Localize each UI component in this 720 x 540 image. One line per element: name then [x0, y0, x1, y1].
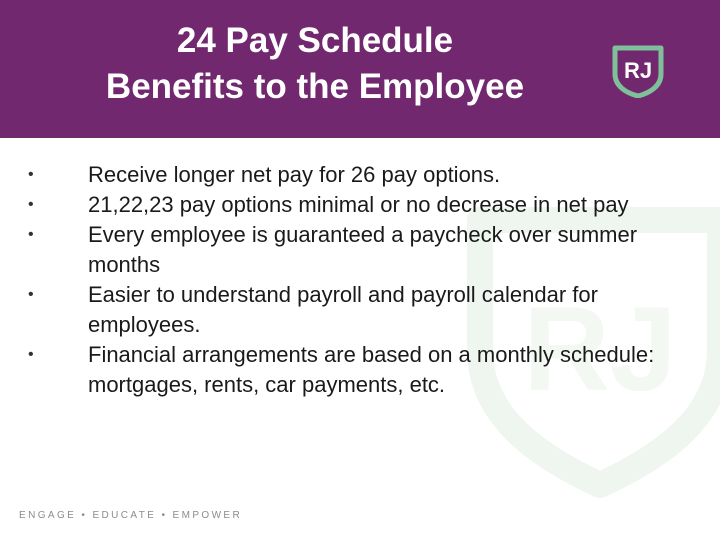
footer-tagline: ENGAGE • EDUCATE • EMPOWER: [19, 510, 243, 521]
list-item-text: Receive longer net pay for 26 pay options.: [88, 162, 501, 187]
title-banner: [0, 0, 720, 138]
bullet-dot-icon: •: [28, 346, 34, 363]
list-item: [0, 340, 720, 400]
list-item-text: Financial arrangements are based on a monthly schedule: mortgages, rents, car payments, etc.: [88, 342, 655, 397]
bullet-dot-icon: •: [28, 166, 34, 183]
bullet-dot-icon: •: [28, 286, 34, 303]
list-item-text: Every employee is guaranteed a paycheck over summer months: [88, 222, 638, 277]
list-item-text: Easier to understand payroll and payroll calendar for employees.: [88, 282, 598, 337]
list-item: [0, 190, 720, 220]
slide-title-line-1: 24 Pay Schedule: [176, 21, 454, 60]
bullet-dot-icon: •: [28, 226, 34, 243]
list-item: [0, 160, 720, 190]
slide-title: [60, 18, 570, 110]
list-item-text: 21,22,23 pay options minimal or no decrease in net pay: [88, 192, 629, 217]
list-item: [0, 280, 720, 340]
list-item: [0, 220, 720, 280]
slide-title-line-2: Benefits to the Employee: [105, 67, 525, 106]
benefits-list: [0, 160, 720, 400]
bullet-dot-icon: •: [28, 196, 34, 213]
svg-text:RJ: RJ: [623, 58, 653, 83]
rj-logo-icon: [610, 44, 666, 98]
svg-text:RJ: RJ: [523, 282, 677, 416]
